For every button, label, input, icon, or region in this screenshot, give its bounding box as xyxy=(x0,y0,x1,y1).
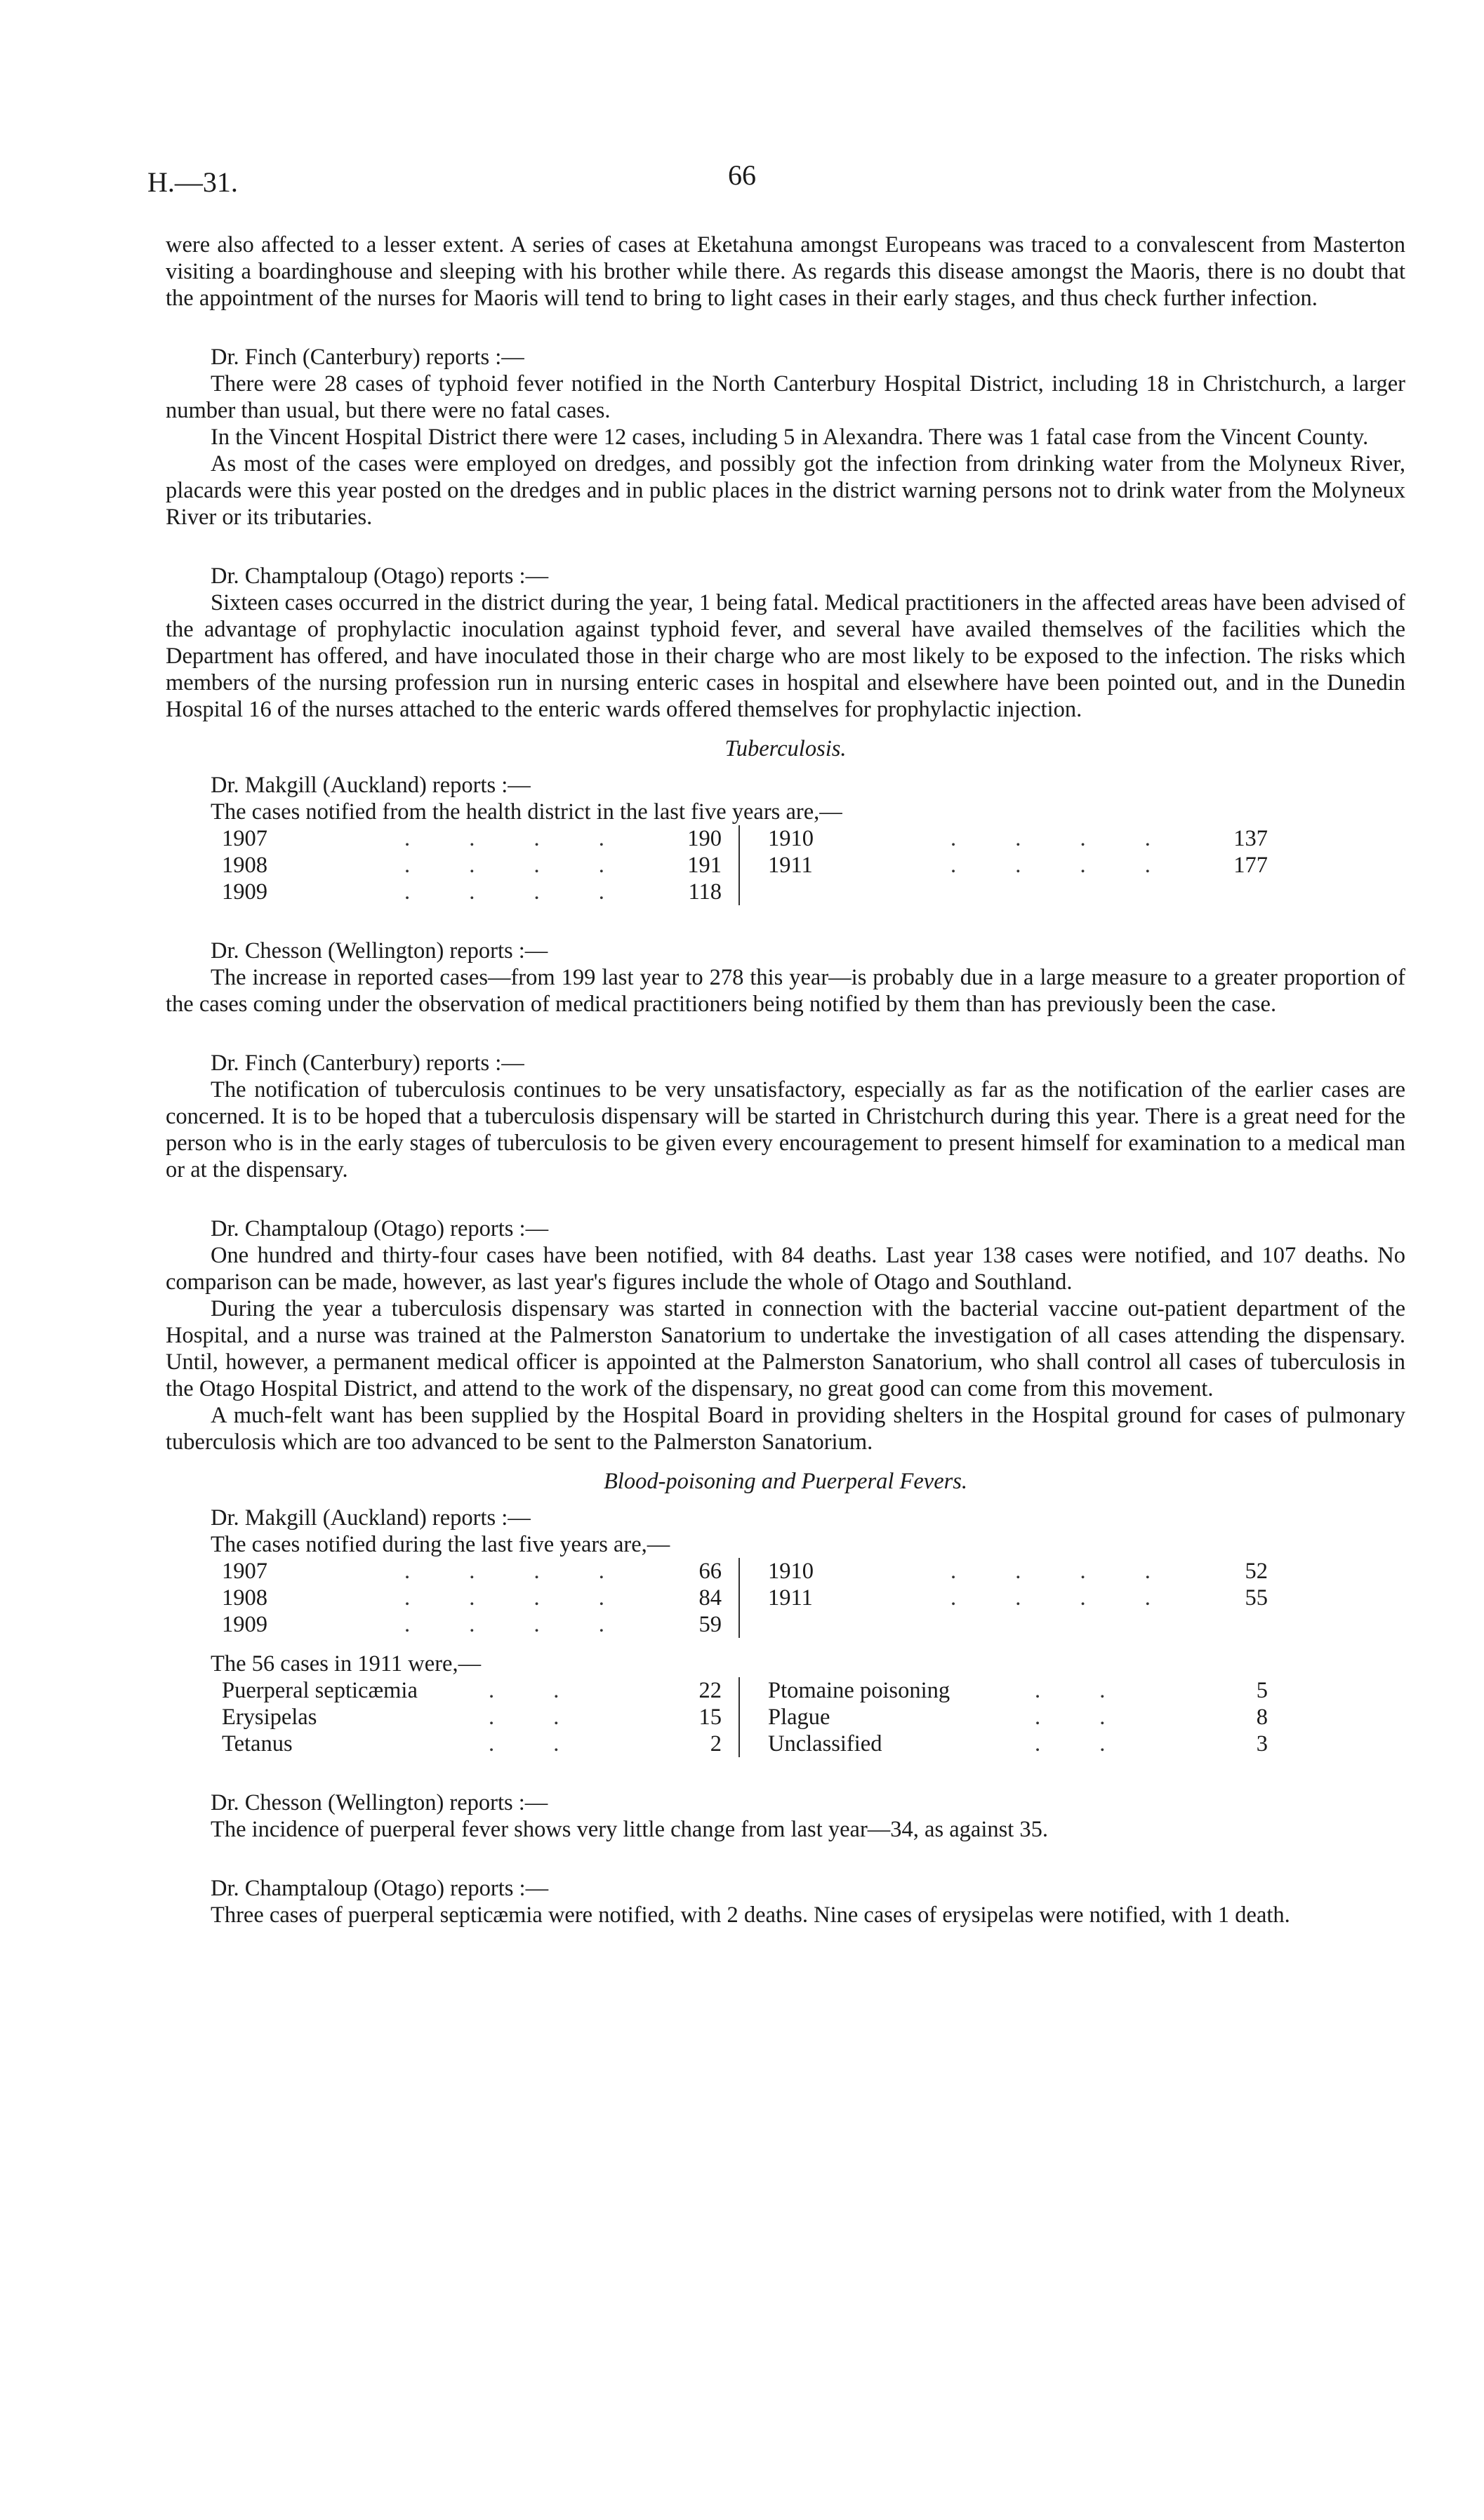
label-cell: Plague xyxy=(768,1705,830,1730)
report-heading: Dr. Makgill (Auckland) reports :— xyxy=(211,773,531,798)
label-cell: Erysipelas xyxy=(222,1705,317,1730)
table-intro: The 56 cases in 1911 were,— xyxy=(211,1651,482,1676)
report-heading: Dr. Champtaloup (Otago) reports :— xyxy=(211,1876,549,1901)
report-heading: Dr. Finch (Canterbury) reports :— xyxy=(211,345,524,370)
value-cell: 66 xyxy=(698,1559,722,1584)
page-number: 66 xyxy=(728,159,756,191)
table-row: 1909 . . . . 118 xyxy=(222,879,722,905)
value-cell: 5 xyxy=(1256,1678,1268,1703)
year-cell: 1911 xyxy=(768,853,813,878)
report-heading: Dr. Chesson (Wellington) reports :— xyxy=(211,938,548,964)
paragraph: As most of the cases were employed on dredges, and possibly got the infection from drinking water from the Molyneux River, placards were this year posted on the dredges and in public places in the district warning persons not to drink water from the Molyneux River or its tributaries. xyxy=(166,451,1405,530)
page-body xyxy=(166,232,1405,1928)
value-cell: 52 xyxy=(1245,1559,1268,1584)
value-cell: 190 xyxy=(687,826,722,851)
year-cell: 1909 xyxy=(222,879,267,905)
year-cell: 1908 xyxy=(222,853,267,878)
table-row: 1907 . . . . 66 xyxy=(222,1559,722,1584)
table-column xyxy=(740,825,1268,905)
label-cell: Ptomaine poisoning xyxy=(768,1678,950,1703)
paragraph: One hundred and thirty-four cases have been notified, with 84 deaths. Last year 138 cases were notified, and 107 deaths. No comparison can be made, however, as last year's figures include the whole of Otago and Southland. xyxy=(166,1243,1405,1295)
value-cell: 15 xyxy=(698,1705,722,1730)
value-cell: 3 xyxy=(1256,1731,1268,1756)
paragraph: A much-felt want has been supplied by the Hospital Board in providing shelters in the Hospital ground for cases of pulmonary tuberculosis which are too advanced to be sent to the Palmerston Sanatorium. xyxy=(166,1403,1405,1455)
report-heading: Dr. Champtaloup (Otago) reports :— xyxy=(211,564,549,589)
label-cell: Tetanus xyxy=(222,1731,293,1756)
value-cell: 8 xyxy=(1256,1705,1268,1730)
table-row: Ptomaine poisoning . . 5 xyxy=(768,1678,1268,1703)
table-row: 1909 . . . . 59 xyxy=(222,1612,722,1637)
tuberculosis-cases-table xyxy=(222,825,1268,905)
table-intro: The cases notified during the last five years are,— xyxy=(211,1532,670,1557)
value-cell: 137 xyxy=(1233,826,1268,851)
paragraph: In the Vincent Hospital District there were 12 cases, including 5 in Alexandra. There was 1 fatal case from the Vincent County. xyxy=(211,425,1369,450)
year-cell: 1907 xyxy=(222,826,267,851)
table-column xyxy=(222,1558,740,1638)
table-column xyxy=(740,1677,1268,1757)
paragraph: The notification of tuberculosis continues to be very unsatisfactory, especially as far as the notification of the earlier cases are concerned. It is to be hoped that a tuberculosis dispensary will be started in Christchurch during this year. There is a great need for the person who is in the early stages of tuberculosis to be given every encouragement to present himself for examination to a medical man or at the dispensary. xyxy=(166,1077,1405,1182)
report-heading: Dr. Chesson (Wellington) reports :— xyxy=(211,1790,548,1815)
value-cell: 22 xyxy=(698,1678,722,1703)
paragraph: The increase in reported cases—from 199 last year to 278 this year—is probably due in a large measure to a greater proportion of the cases coming under the observation of medical practitioners being notified by them than has previously been the case. xyxy=(166,965,1405,1017)
table-row: 1908 . . . . 84 xyxy=(222,1585,722,1611)
report-heading: Dr. Champtaloup (Otago) reports :— xyxy=(211,1216,549,1241)
table-row: 1910 . . . . 137 xyxy=(768,826,1268,851)
table-row: Erysipelas . . 15 xyxy=(222,1705,722,1730)
value-cell: 177 xyxy=(1233,853,1268,878)
year-cell: 1911 xyxy=(768,1585,813,1611)
table-row: Unclassified . . 3 xyxy=(768,1731,1268,1756)
table-row: 1911 . . . . 55 xyxy=(768,1585,1268,1611)
paragraph: During the year a tuberculosis dispensary was started in connection with the bacterial vaccine out-patient department of the Hospital, and a nurse was trained at the Palmerston Sanatorium to undertake the investigation of all cases attending the dispensary. Until, however, a permanent medical officer is appointed at the Palmerston Sanatorium, who shall control all cases of tuberculosis in the Otago Hospital District, and attend to the work of the dispensary, no great good can come from this movement. xyxy=(166,1296,1405,1401)
table-column xyxy=(222,825,740,905)
value-cell: 2 xyxy=(710,1731,722,1756)
intro-paragraph: were also affected to a lesser extent. A series of cases at Eketahuna amongst Europeans was traced to a convalescent from Masterton visiting a boardinghouse and sleeping with his brother while there. As regards this disease amongst the Maoris, there is no doubt that the appointment of the nurses for Maoris will tend to bring to light cases in their early stages, and thus check further infection. xyxy=(166,232,1405,311)
value-cell: 118 xyxy=(688,879,722,905)
table-row: 1907 . . . . 190 xyxy=(222,826,722,851)
table-column xyxy=(222,1677,740,1757)
value-cell: 191 xyxy=(687,853,722,878)
cases-by-type-table xyxy=(222,1677,1268,1757)
paragraph: There were 28 cases of typhoid fever notified in the North Canterbury Hospital District, including 18 in Christchurch, a larger number than usual, but there were no fatal cases. xyxy=(166,371,1405,423)
year-cell: 1909 xyxy=(222,1612,267,1637)
report-heading: Dr. Finch (Canterbury) reports :— xyxy=(211,1051,524,1076)
value-cell: 84 xyxy=(698,1585,722,1611)
table-column xyxy=(740,1558,1268,1638)
section-heading-blood-poisoning: Blood-poisoning and Puerperal Fevers. xyxy=(603,1469,968,1494)
document-reference: H.—31. xyxy=(147,166,238,198)
report-heading: Dr. Makgill (Auckland) reports :— xyxy=(211,1505,531,1531)
label-cell: Unclassified xyxy=(768,1731,882,1756)
value-cell: 55 xyxy=(1245,1585,1268,1611)
table-row: Puerperal septicæmia . . 22 xyxy=(222,1678,722,1703)
table-intro: The cases notified from the health district in the last five years are,— xyxy=(211,799,842,825)
paragraph: The incidence of puerperal fever shows very little change from last year—34, as against 35. xyxy=(211,1817,1049,1842)
value-cell: 59 xyxy=(698,1612,722,1637)
table-row: Tetanus . . 2 xyxy=(222,1731,722,1756)
page-header xyxy=(147,159,1337,208)
table-row: 1911 . . . . 177 xyxy=(768,853,1268,878)
year-cell: 1908 xyxy=(222,1585,267,1611)
section-heading-tuberculosis: Tuberculosis. xyxy=(724,736,847,761)
table-row: Plague . . 8 xyxy=(768,1705,1268,1730)
year-cell: 1910 xyxy=(768,826,814,851)
year-cell: 1910 xyxy=(768,1559,814,1584)
paragraph: Sixteen cases occurred in the district during the year, 1 being fatal. Medical practitioners in the affected areas have been advised of the advantage of prophylactic inoculation against typhoid fever, and several have availed themselves of the facilities which the Department has offered, and have inoculated those in their charge who are most likely to be exposed to the infection. The risks which members of the nursing profession run in nursing enteric cases in hospital and elsewhere have been pointed out, and in the Dunedin Hospital 16 of the nurses attached to the enteric wards offered themselves for prophylactic injection. xyxy=(166,590,1405,722)
blood-poisoning-cases-table xyxy=(222,1558,1268,1638)
table-row: 1910 . . . . 52 xyxy=(768,1559,1268,1584)
year-cell: 1907 xyxy=(222,1559,267,1584)
table-row: 1908 . . . . 191 xyxy=(222,853,722,878)
label-cell: Puerperal septicæmia xyxy=(222,1678,418,1703)
paragraph: Three cases of puerperal septicæmia were notified, with 2 deaths. Nine cases of erysipelas were notified, with 1 death. xyxy=(211,1902,1290,1928)
